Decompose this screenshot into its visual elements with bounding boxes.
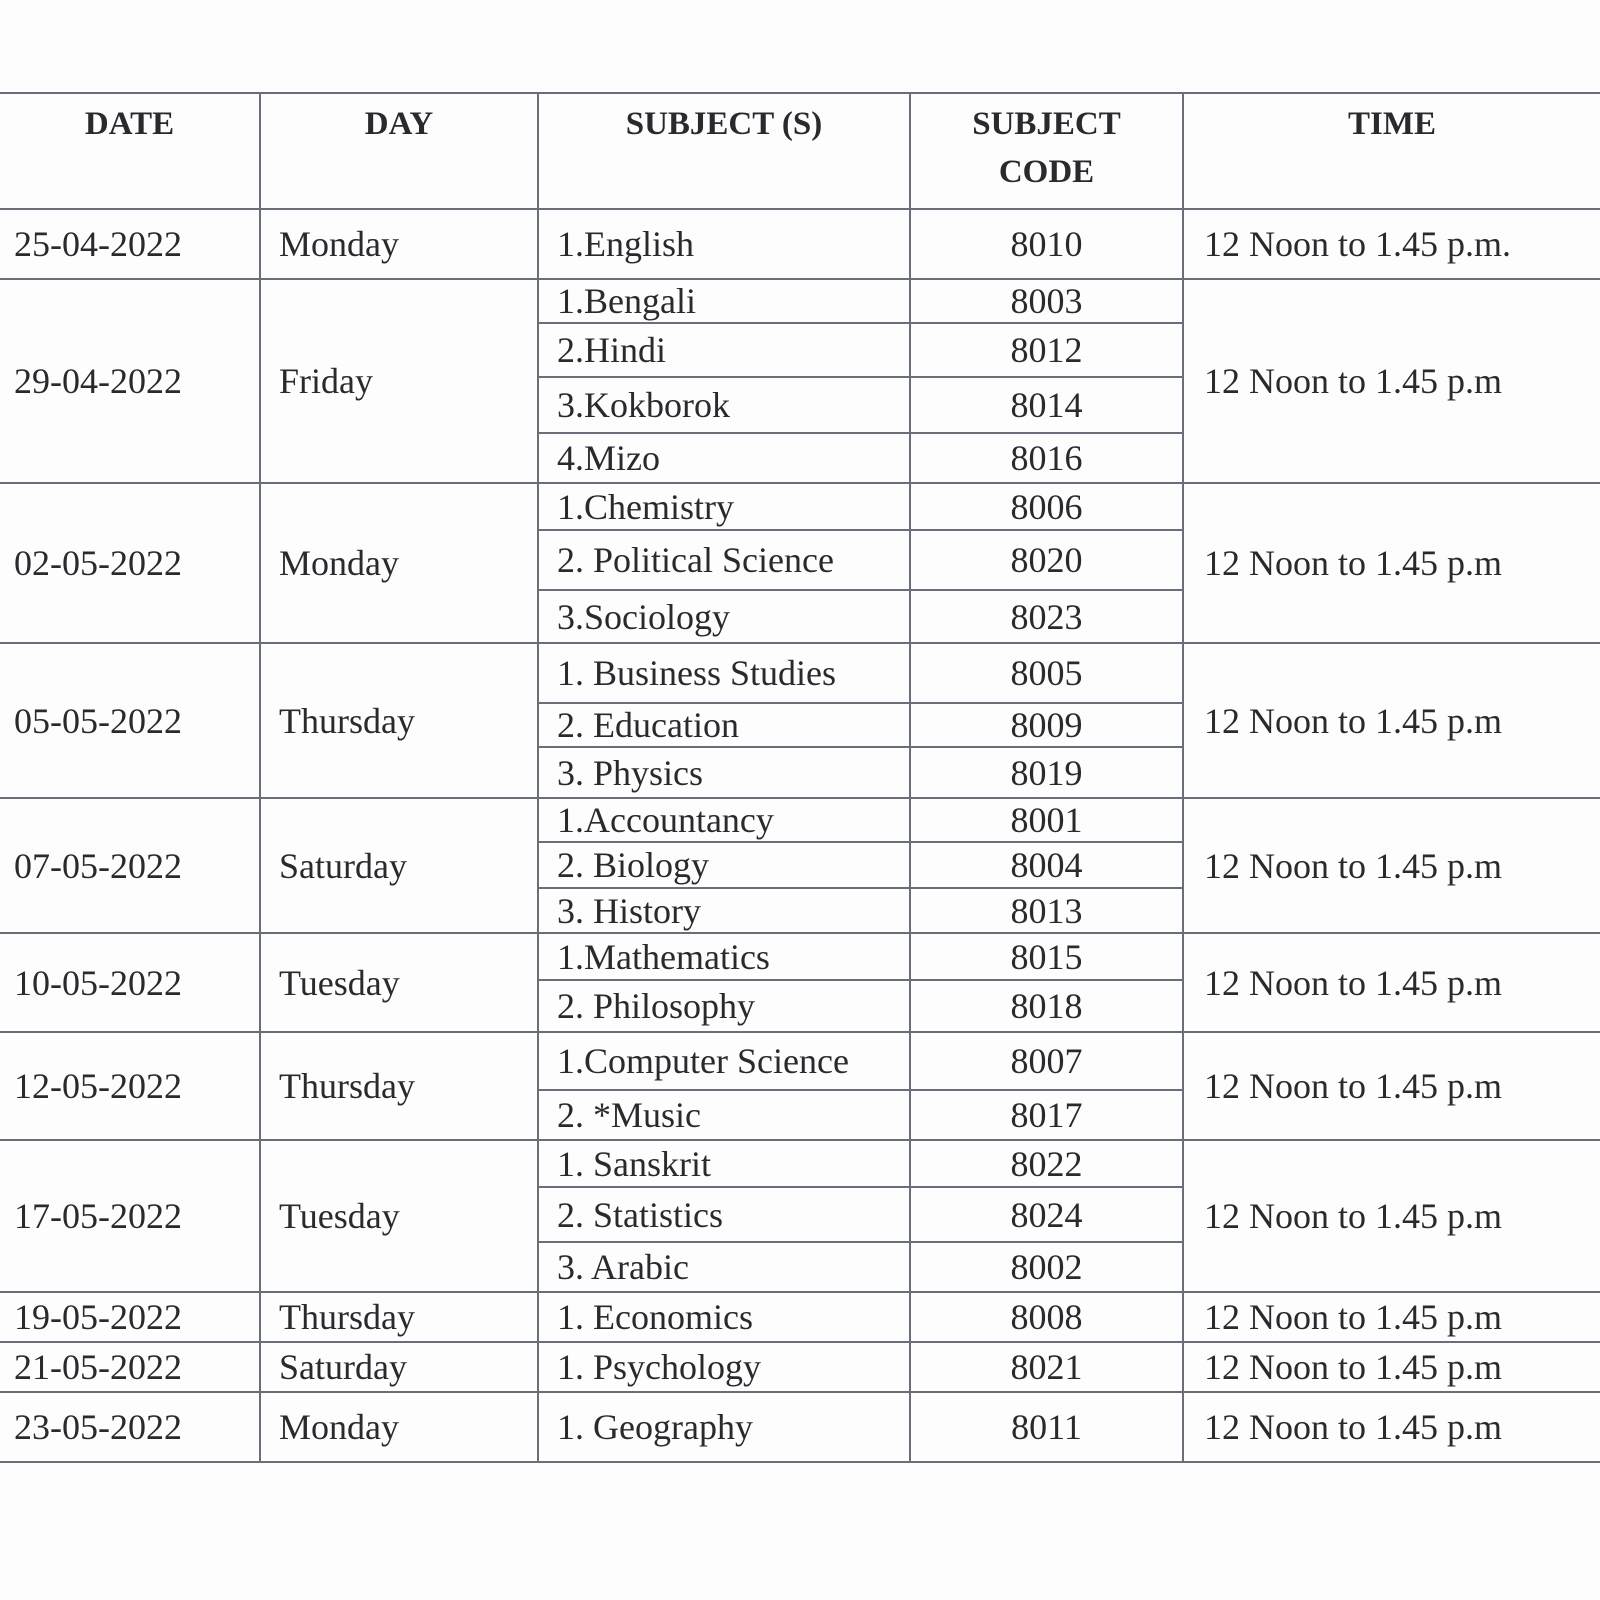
table-row [0, 798, 1600, 842]
subject-code-cell: 8002 [910, 1242, 1183, 1292]
header-row [0, 93, 1600, 209]
table-row [0, 483, 1600, 530]
date-cell: 19-05-2022 [0, 1292, 260, 1342]
header-subject-code [910, 93, 1183, 209]
subject-code-cell: 8012 [910, 323, 1183, 377]
subject-code-cell: 8013 [910, 888, 1183, 933]
date-cell: 05-05-2022 [0, 643, 260, 798]
time-cell: 12 Noon to 1.45 p.m. [1183, 209, 1600, 279]
table-row [0, 1392, 1600, 1462]
subject-cell: 1. Business Studies [538, 643, 910, 703]
subject-cell: 3.Kokborok [538, 377, 910, 433]
day-cell: Saturday [260, 1342, 538, 1392]
subject-cell: 1.Mathematics [538, 933, 910, 980]
subject-cell: 2.Hindi [538, 323, 910, 377]
header-day: DAY [260, 93, 538, 209]
subject-code-cell: 8018 [910, 980, 1183, 1032]
subject-cell: 2. Philosophy [538, 980, 910, 1032]
subject-cell: 2. Biology [538, 842, 910, 888]
subject-cell: 3. History [538, 888, 910, 933]
subject-code-cell: 8011 [910, 1392, 1183, 1462]
subject-cell: 2. Education [538, 703, 910, 747]
table-row [0, 279, 1600, 323]
date-cell: 02-05-2022 [0, 483, 260, 643]
subject-code-cell: 8017 [910, 1090, 1183, 1140]
time-cell: 12 Noon to 1.45 p.m [1183, 643, 1600, 798]
table-row [0, 1292, 1600, 1342]
subject-code-cell: 8005 [910, 643, 1183, 703]
day-cell: Monday [260, 1392, 538, 1462]
header-subjects: SUBJECT (S) [538, 93, 910, 209]
header-code-line2: CODE [998, 154, 1095, 190]
subject-code-cell: 8006 [910, 483, 1183, 530]
date-cell: 07-05-2022 [0, 798, 260, 933]
subject-code-cell: 8003 [910, 279, 1183, 323]
time-cell: 12 Noon to 1.45 p.m [1183, 1342, 1600, 1392]
subject-code-cell: 8023 [910, 590, 1183, 643]
day-cell: Monday [260, 483, 538, 643]
subject-cell: 1. Economics [538, 1292, 910, 1342]
date-cell: 23-05-2022 [0, 1392, 260, 1462]
subject-code-cell: 8010 [910, 209, 1183, 279]
header-date: DATE [0, 93, 260, 209]
subject-cell: 4.Mizo [538, 433, 910, 483]
subject-cell: 1.Accountancy [538, 798, 910, 842]
header-code-line1: SUBJECT [972, 106, 1121, 142]
subject-code-cell: 8008 [910, 1292, 1183, 1342]
day-cell: Tuesday [260, 1140, 538, 1292]
day-cell: Thursday [260, 1032, 538, 1140]
day-cell: Tuesday [260, 933, 538, 1032]
subject-cell: 1.Computer Science [538, 1032, 910, 1090]
subject-cell: 3. Physics [538, 747, 910, 798]
time-cell: 12 Noon to 1.45 p.m [1183, 279, 1600, 483]
table-row [0, 1140, 1600, 1187]
day-cell: Monday [260, 209, 538, 279]
subject-code-cell: 8022 [910, 1140, 1183, 1187]
date-cell: 12-05-2022 [0, 1032, 260, 1140]
subject-cell: 2. *Music [538, 1090, 910, 1140]
header-time: TIME [1183, 93, 1600, 209]
subject-cell: 1.Bengali [538, 279, 910, 323]
day-cell: Thursday [260, 643, 538, 798]
date-cell: 10-05-2022 [0, 933, 260, 1032]
subject-code-cell: 8020 [910, 530, 1183, 590]
exam-schedule-table [0, 92, 1600, 1463]
time-cell: 12 Noon to 1.45 p.m [1183, 933, 1600, 1032]
subject-cell: 1.Chemistry [538, 483, 910, 530]
table-row [0, 1342, 1600, 1392]
day-cell: Friday [260, 279, 538, 483]
day-cell: Saturday [260, 798, 538, 933]
subject-code-cell: 8016 [910, 433, 1183, 483]
time-cell: 12 Noon to 1.45 p.m [1183, 1292, 1600, 1342]
time-cell: 12 Noon to 1.45 p.m [1183, 1032, 1600, 1140]
date-cell: 17-05-2022 [0, 1140, 260, 1292]
subject-cell: 1. Psychology [538, 1342, 910, 1392]
time-cell: 12 Noon to 1.45 p.m [1183, 798, 1600, 933]
subject-cell: 1. Geography [538, 1392, 910, 1462]
date-cell: 29-04-2022 [0, 279, 260, 483]
subject-cell: 2. Statistics [538, 1187, 910, 1242]
date-cell: 25-04-2022 [0, 209, 260, 279]
subject-code-cell: 8021 [910, 1342, 1183, 1392]
time-cell: 12 Noon to 1.45 p.m [1183, 1140, 1600, 1292]
subject-code-cell: 8004 [910, 842, 1183, 888]
subject-cell: 1.English [538, 209, 910, 279]
subject-code-cell: 8024 [910, 1187, 1183, 1242]
day-cell: Thursday [260, 1292, 538, 1342]
subject-code-cell: 8019 [910, 747, 1183, 798]
subject-code-cell: 8007 [910, 1032, 1183, 1090]
date-cell: 21-05-2022 [0, 1342, 260, 1392]
subject-code-cell: 8001 [910, 798, 1183, 842]
subject-code-cell: 8015 [910, 933, 1183, 980]
subject-cell: 3. Arabic [538, 1242, 910, 1292]
subject-code-cell: 8009 [910, 703, 1183, 747]
table-row [0, 209, 1600, 279]
table-row [0, 933, 1600, 980]
table-row [0, 1032, 1600, 1090]
time-cell: 12 Noon to 1.45 p.m [1183, 1392, 1600, 1462]
table-row [0, 643, 1600, 703]
time-cell: 12 Noon to 1.45 p.m [1183, 483, 1600, 643]
subject-cell: 2. Political Science [538, 530, 910, 590]
subject-cell: 1. Sanskrit [538, 1140, 910, 1187]
subject-cell: 3.Sociology [538, 590, 910, 643]
subject-code-cell: 8014 [910, 377, 1183, 433]
